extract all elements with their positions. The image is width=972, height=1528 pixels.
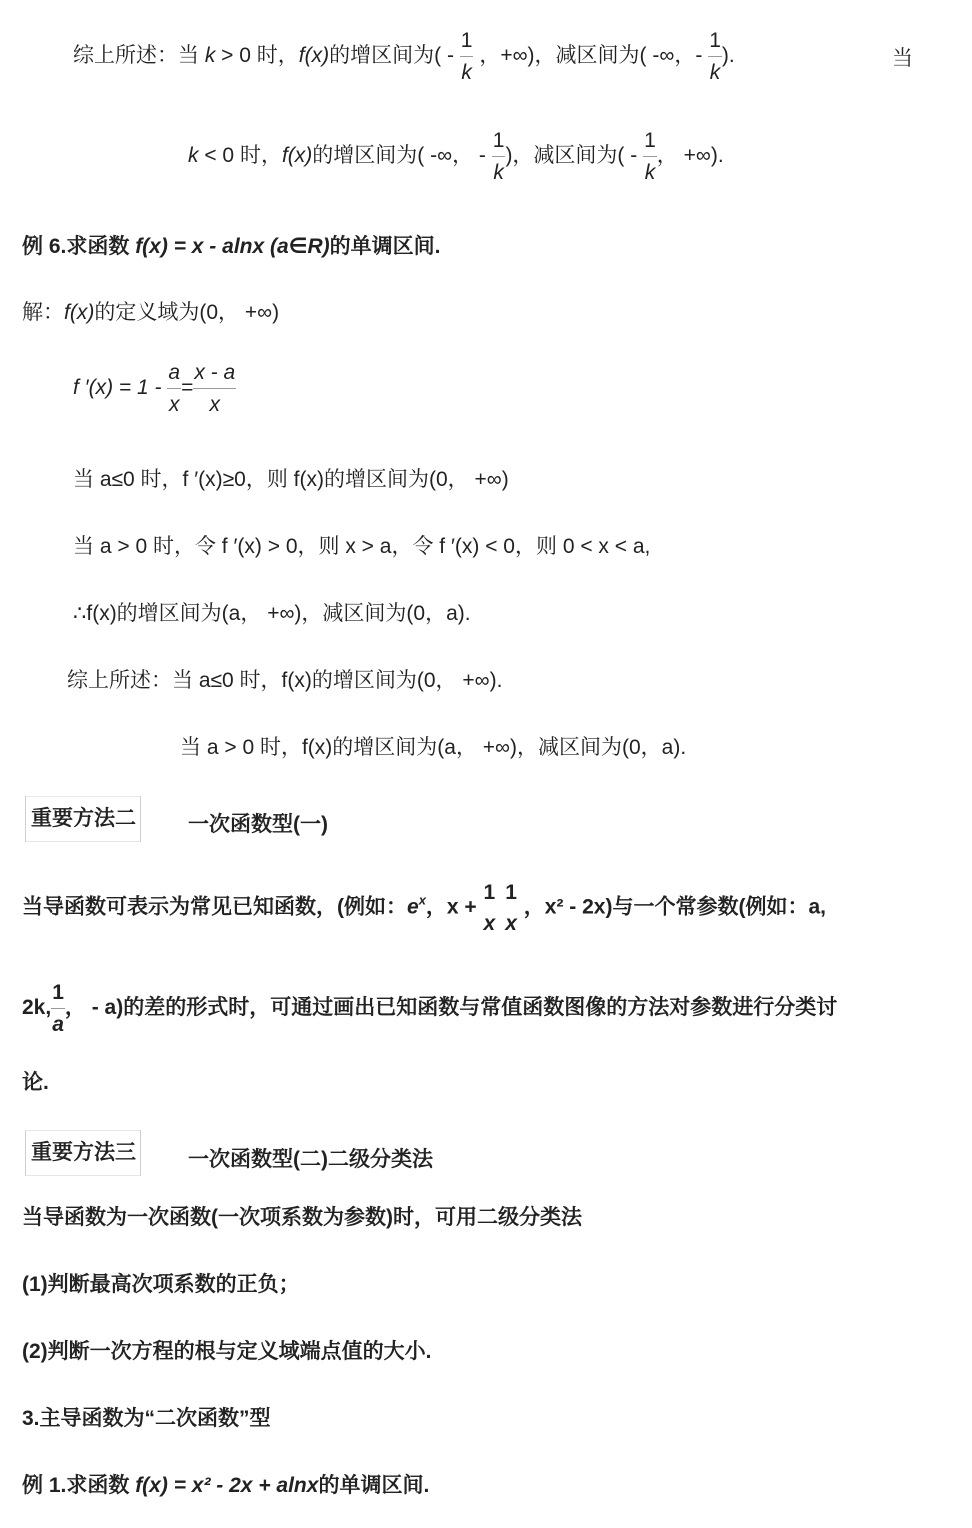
case-a-nonpositive: 当 a≤0 时，f ′(x)≥0，则 f(x)的增区间为(0， +∞) — [73, 468, 509, 491]
summary-line-k-negative — [188, 130, 724, 183]
method-2-title: 一次函数型(一) — [188, 813, 328, 836]
summary-1: 综上所述：当 a≤0 时，f(x)的增区间为(0， +∞). — [67, 669, 503, 692]
paragraph-q3: (2)判断一次方程的根与定义域端点值的大小. — [22, 1340, 432, 1363]
solution-domain — [22, 298, 279, 328]
text-tail: 当 — [892, 47, 913, 70]
text: 2k, — [22, 996, 52, 1020]
math-fx: f(x) — [64, 301, 95, 324]
fraction-pair — [483, 882, 518, 934]
numerator: 1 — [492, 129, 505, 152]
paragraph-3: 论. — [22, 1071, 49, 1094]
text: = — [181, 376, 194, 400]
text: ). — [721, 44, 735, 68]
paragraph-1 — [22, 882, 826, 934]
fraction — [643, 130, 657, 183]
text: ， +∞). — [656, 144, 724, 168]
text: 综上所述：当 — [73, 44, 199, 68]
numerator: 1 — [52, 981, 64, 1004]
method-3-title: 一次函数型(二)二级分类法 — [188, 1148, 433, 1171]
paragraph-q2: (1)判断最高次项系数的正负； — [22, 1273, 300, 1296]
numerator: 1 — [505, 881, 517, 904]
fraction — [460, 30, 474, 83]
math-expression: = x - alnx (a∈R) — [167, 235, 330, 258]
math-k: k — [188, 144, 199, 168]
math-exponent: x — [418, 892, 426, 908]
text: 的定义域为(0， +∞) — [94, 301, 280, 324]
math-expression: = x² - 2x + alnx — [167, 1474, 319, 1497]
math-fx: f(x) — [135, 1474, 168, 1497]
text: 当导函数可表示为常见已知函数，(例如： — [22, 895, 407, 919]
math-k: k — [204, 44, 216, 68]
text: < 0 时， — [198, 144, 282, 168]
denominator: x — [209, 393, 221, 416]
denominator: k — [709, 61, 721, 84]
case-a-positive: 当 a > 0 时，令 f ′(x) > 0，则 x > a，令 f ′(x) < 0，则 0 < x < a, — [73, 535, 651, 558]
paragraph-q1: 当导函数为一次函数(一次项系数为参数)时，可用二级分类法 — [22, 1206, 582, 1229]
numerator: 1 — [644, 129, 656, 152]
denominator: k — [461, 61, 472, 84]
math-fx: f(x) — [298, 44, 330, 68]
text: 例 6.求函数 — [22, 235, 136, 258]
numerator: a — [168, 361, 181, 384]
fraction — [193, 362, 236, 415]
denominator: x — [168, 393, 180, 416]
derivative-formula — [73, 362, 236, 415]
math-fx: f(x) — [281, 144, 313, 168]
text: 的增区间为( -∞， - — [312, 144, 486, 168]
method-3-label-box: 重要方法三 — [25, 1130, 141, 1176]
summary-line-k-positive — [73, 30, 735, 83]
text: > 0 时， — [215, 44, 299, 68]
fraction — [492, 130, 506, 183]
math-e: e — [407, 895, 419, 919]
denominator: x — [505, 912, 517, 935]
text: ， - a)的差的形式时，可通过画出已知函数与常值函数图像的方法对参数进行分类讨 — [64, 996, 838, 1020]
paragraph-2 — [22, 982, 837, 1035]
text: ，+∞)，减区间为( -∞，- — [479, 44, 703, 68]
text: 的单调区间. — [329, 235, 441, 258]
text: 例 1.求函数 — [22, 1474, 136, 1497]
fraction — [167, 362, 181, 415]
numerator: 1 — [483, 881, 496, 904]
text: 的单调区间. — [318, 1474, 430, 1497]
numerator: 1 — [460, 29, 473, 52]
text: 解： — [22, 301, 64, 324]
text: ，x² - 2x)与一个常参数(例如：a, — [523, 895, 826, 919]
denominator: x — [483, 912, 496, 935]
numerator: x - a — [194, 361, 236, 384]
text: 的增区间为( - — [329, 44, 454, 68]
method-2-label-box: 重要方法二 — [25, 796, 141, 842]
numerator: 1 — [709, 29, 721, 52]
fraction — [51, 982, 65, 1035]
denominator: k — [644, 161, 656, 184]
example-6-title — [22, 232, 441, 262]
example-1-title — [22, 1471, 429, 1501]
section-3-title: 3.主导函数为“二次函数”型 — [22, 1407, 271, 1430]
text: )，减区间为( - — [505, 144, 638, 168]
fraction — [708, 30, 722, 83]
denominator: k — [493, 161, 504, 184]
denominator: a — [52, 1013, 64, 1036]
case-conclusion: ∴f(x)的增区间为(a， +∞)，减区间为(0，a). — [73, 602, 471, 625]
math-expression: f ′(x) = 1 - — [73, 376, 162, 400]
text: ，x + — [425, 895, 477, 919]
math-fx: f(x) — [135, 235, 168, 258]
summary-2: 当 a > 0 时，f(x)的增区间为(a， +∞)，减区间为(0，a). — [180, 736, 687, 759]
